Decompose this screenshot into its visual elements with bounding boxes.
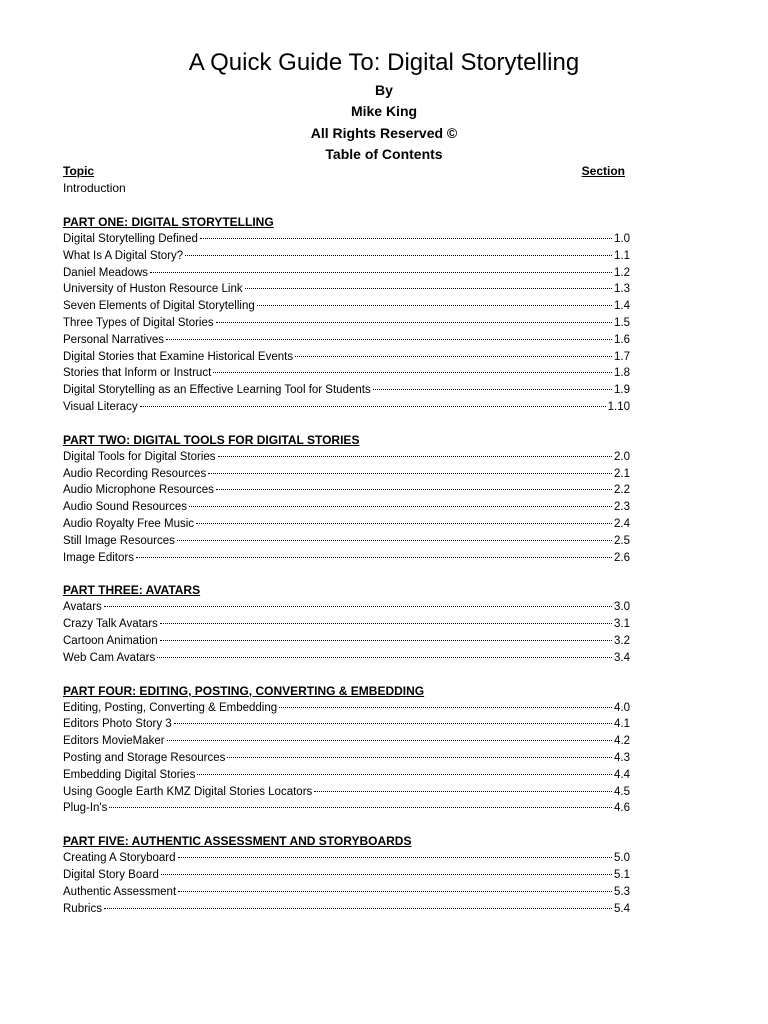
toc-entry-section: 1.5 <box>614 316 630 329</box>
toc-entry <box>63 750 630 767</box>
part-title: PART THREE: AVATARS <box>63 583 201 598</box>
toc-entry-label: Audio Microphone Resources <box>63 484 214 497</box>
toc-entry <box>63 533 630 550</box>
toc-entry-label: Seven Elements of Digital Storytelling <box>63 300 255 313</box>
column-header-topic: Topic <box>63 164 95 178</box>
toc-entry-label: Editors Photo Story 3 <box>63 718 172 731</box>
dot-leader <box>174 723 612 724</box>
toc-entry-label: Digital Storytelling as an Effective Learning Tool for Students <box>63 384 371 397</box>
toc-entry-label: Authentic Assessment <box>63 885 177 898</box>
toc-entry-label: Digital Storytelling Defined <box>63 233 198 245</box>
toc-entry-section: 4.4 <box>614 768 630 781</box>
toc-entry-label: Daniel Meadows <box>63 266 149 279</box>
toc-entry-section: 5.0 <box>614 852 630 865</box>
dot-leader <box>227 757 612 758</box>
toc-entry <box>63 901 630 918</box>
toc-entry-section: 1.1 <box>614 249 630 262</box>
toc-entry <box>63 315 630 332</box>
dot-leader <box>213 372 612 373</box>
toc-part <box>63 214 630 416</box>
toc-entry-label: Rubrics <box>63 902 102 915</box>
toc-entry <box>63 482 630 499</box>
part-title: PART TWO: DIGITAL TOOLS FOR DIGITAL STORIES <box>63 432 360 447</box>
toc-entry-label: Embedding Digital Stories <box>63 768 196 781</box>
toc-part <box>63 582 630 666</box>
dot-leader <box>257 305 612 306</box>
dot-leader <box>196 523 612 524</box>
toc-entry-label: Image Editors <box>63 551 134 564</box>
toc-entry-label: Crazy Talk Avatars <box>63 618 158 631</box>
dot-leader <box>245 288 612 289</box>
toc-part <box>63 432 630 567</box>
toc-entry-section: 4.0 <box>614 701 630 714</box>
toc-entry-label: Digital Tools for Digital Stories <box>63 450 216 463</box>
dot-leader <box>373 389 612 390</box>
toc-entry <box>63 399 630 416</box>
toc-entry-section: 4.1 <box>614 718 630 731</box>
byline-label: By <box>375 82 393 98</box>
toc-entry-section: 3.1 <box>614 618 630 631</box>
dot-leader <box>216 322 612 323</box>
dot-leader <box>314 791 612 792</box>
dot-leader <box>150 272 612 273</box>
toc-column-headers <box>63 163 625 180</box>
toc-entry <box>63 499 630 516</box>
toc-entry <box>63 733 630 750</box>
toc-entry <box>63 516 630 533</box>
toc-entry <box>63 800 630 817</box>
toc-entry <box>63 700 630 717</box>
dot-leader <box>178 857 612 858</box>
part-title: PART ONE: DIGITAL STORYTELLING <box>63 215 274 229</box>
toc-entry-section: 2.6 <box>614 551 630 564</box>
toc-entry-section: 1.3 <box>614 283 630 296</box>
toc-entry-section: 1.0 <box>614 233 630 245</box>
toc-entry-label: Creating A Storyboard <box>63 852 176 865</box>
toc-entry-section: 4.6 <box>614 802 630 815</box>
toc-entry-label: Three Types of Digital Stories <box>63 316 214 329</box>
toc-entry <box>63 449 630 466</box>
toc-entry <box>63 867 630 884</box>
toc-entry-section: 5.4 <box>614 902 630 915</box>
toc-entry-section: 3.4 <box>614 651 630 664</box>
dot-leader <box>136 557 612 558</box>
author-name: Mike King <box>350 103 418 119</box>
toc-entry-section: 4.3 <box>614 751 630 764</box>
toc-entry <box>63 599 630 616</box>
toc-part <box>63 833 630 917</box>
dot-leader <box>200 238 612 239</box>
dot-leader <box>167 740 612 741</box>
toc-entry-section: 2.2 <box>614 484 630 497</box>
toc-entry-label: Audio Sound Resources <box>63 501 188 514</box>
toc-entry <box>63 248 630 265</box>
toc-entry-label: Web Cam Avatars <box>63 651 156 664</box>
column-header-section: Section <box>581 164 625 178</box>
toc-entry-label: Audio Royalty Free Music <box>63 517 195 530</box>
toc-part <box>63 683 630 818</box>
toc-entry-section: 3.0 <box>614 601 630 614</box>
toc-introduction: Introduction <box>63 181 126 195</box>
toc-entry-label: Audio Recording Resources <box>63 467 207 480</box>
toc-entry-label: Posting and Storage Resources <box>63 751 226 764</box>
toc-entry <box>63 616 630 633</box>
toc-entry-section: 2.3 <box>614 501 630 514</box>
toc-entry-section: 2.5 <box>614 534 630 547</box>
toc-entry <box>63 365 630 382</box>
toc-entry-section: 1.4 <box>614 300 630 313</box>
toc-entry-section: 1.10 <box>607 400 630 413</box>
toc-entry <box>63 332 630 349</box>
toc-entry-label: University of Huston Resource Link <box>63 283 243 296</box>
dot-leader <box>178 891 612 892</box>
toc-entry <box>63 884 630 901</box>
dot-leader <box>160 640 612 641</box>
toc-entry <box>63 767 630 784</box>
toc-entry-label: Digital Stories that Examine Historical Events <box>63 350 294 363</box>
dot-leader <box>166 339 612 340</box>
dot-leader <box>140 406 606 407</box>
toc-entry-section: 1.2 <box>614 266 630 279</box>
rights-notice: All Rights Reserved © <box>310 125 458 141</box>
toc-entry <box>63 650 630 667</box>
toc-entry-section: 2.4 <box>614 517 630 530</box>
toc-entry <box>63 231 630 248</box>
toc-entry <box>63 466 630 483</box>
toc-entry-section: 1.6 <box>614 333 630 346</box>
toc-entry-section: 4.5 <box>614 785 630 798</box>
dot-leader <box>161 874 612 875</box>
toc-entry-label: Editing, Posting, Converting & Embedding <box>63 701 278 714</box>
dot-leader <box>208 473 612 474</box>
dot-leader <box>216 489 612 490</box>
toc-entry-section: 5.3 <box>614 885 630 898</box>
toc-entry-section: 5.1 <box>614 868 630 881</box>
toc-entry <box>63 382 630 399</box>
dot-leader <box>218 456 612 457</box>
toc-entry-label: Plug-In's <box>63 802 108 815</box>
toc-entry-section: 1.8 <box>614 367 630 380</box>
toc-entry-label: Digital Story Board <box>63 868 159 881</box>
dot-leader <box>279 707 612 708</box>
toc-entry-section: 2.1 <box>614 467 630 480</box>
toc-entry <box>63 784 630 801</box>
toc-entry-label: Using Google Earth KMZ Digital Stories Locators <box>63 785 313 798</box>
part-title: PART FIVE: AUTHENTIC ASSESSMENT AND STORYBOARDS <box>63 834 412 849</box>
toc-entry-label: What Is A Digital Story? <box>63 249 184 262</box>
dot-leader <box>185 255 612 256</box>
toc-entry-label: Cartoon Animation <box>63 634 158 647</box>
toc-entry-label: Avatars <box>63 601 102 614</box>
dot-leader <box>157 657 612 658</box>
dot-leader <box>295 356 612 357</box>
toc-entry-label: Still Image Resources <box>63 534 175 547</box>
dot-leader <box>177 540 612 541</box>
toc-heading: Table of Contents <box>325 146 443 162</box>
toc-entry-section: 4.2 <box>614 735 630 748</box>
toc-entry-label: Personal Narratives <box>63 333 164 346</box>
toc-entry-section: 1.7 <box>614 350 630 363</box>
document-title: A Quick Guide To: Digital Storytelling <box>188 49 580 76</box>
table-of-contents <box>63 214 630 933</box>
toc-entry <box>63 550 630 567</box>
part-title: PART FOUR: EDITING, POSTING, CONVERTING & EMBEDDING <box>63 683 425 698</box>
dot-leader <box>189 506 612 507</box>
toc-entry-section: 1.9 <box>614 384 630 397</box>
toc-entry-label: Stories that Inform or Instruct <box>63 367 212 380</box>
toc-entry <box>63 298 630 315</box>
toc-entry <box>63 349 630 366</box>
dot-leader <box>197 774 612 775</box>
dot-leader <box>160 623 612 624</box>
toc-entry <box>63 281 630 298</box>
toc-entry <box>63 633 630 650</box>
toc-entry-label: Visual Literacy <box>63 400 138 413</box>
toc-entry-label: Editors MovieMaker <box>63 735 165 748</box>
dot-leader <box>104 606 612 607</box>
toc-entry-section: 3.2 <box>614 634 630 647</box>
toc-entry <box>63 265 630 282</box>
toc-entry <box>63 716 630 733</box>
toc-entry-section: 2.0 <box>614 450 630 463</box>
dot-leader <box>109 807 612 808</box>
dot-leader <box>104 908 612 909</box>
toc-entry <box>63 850 630 867</box>
